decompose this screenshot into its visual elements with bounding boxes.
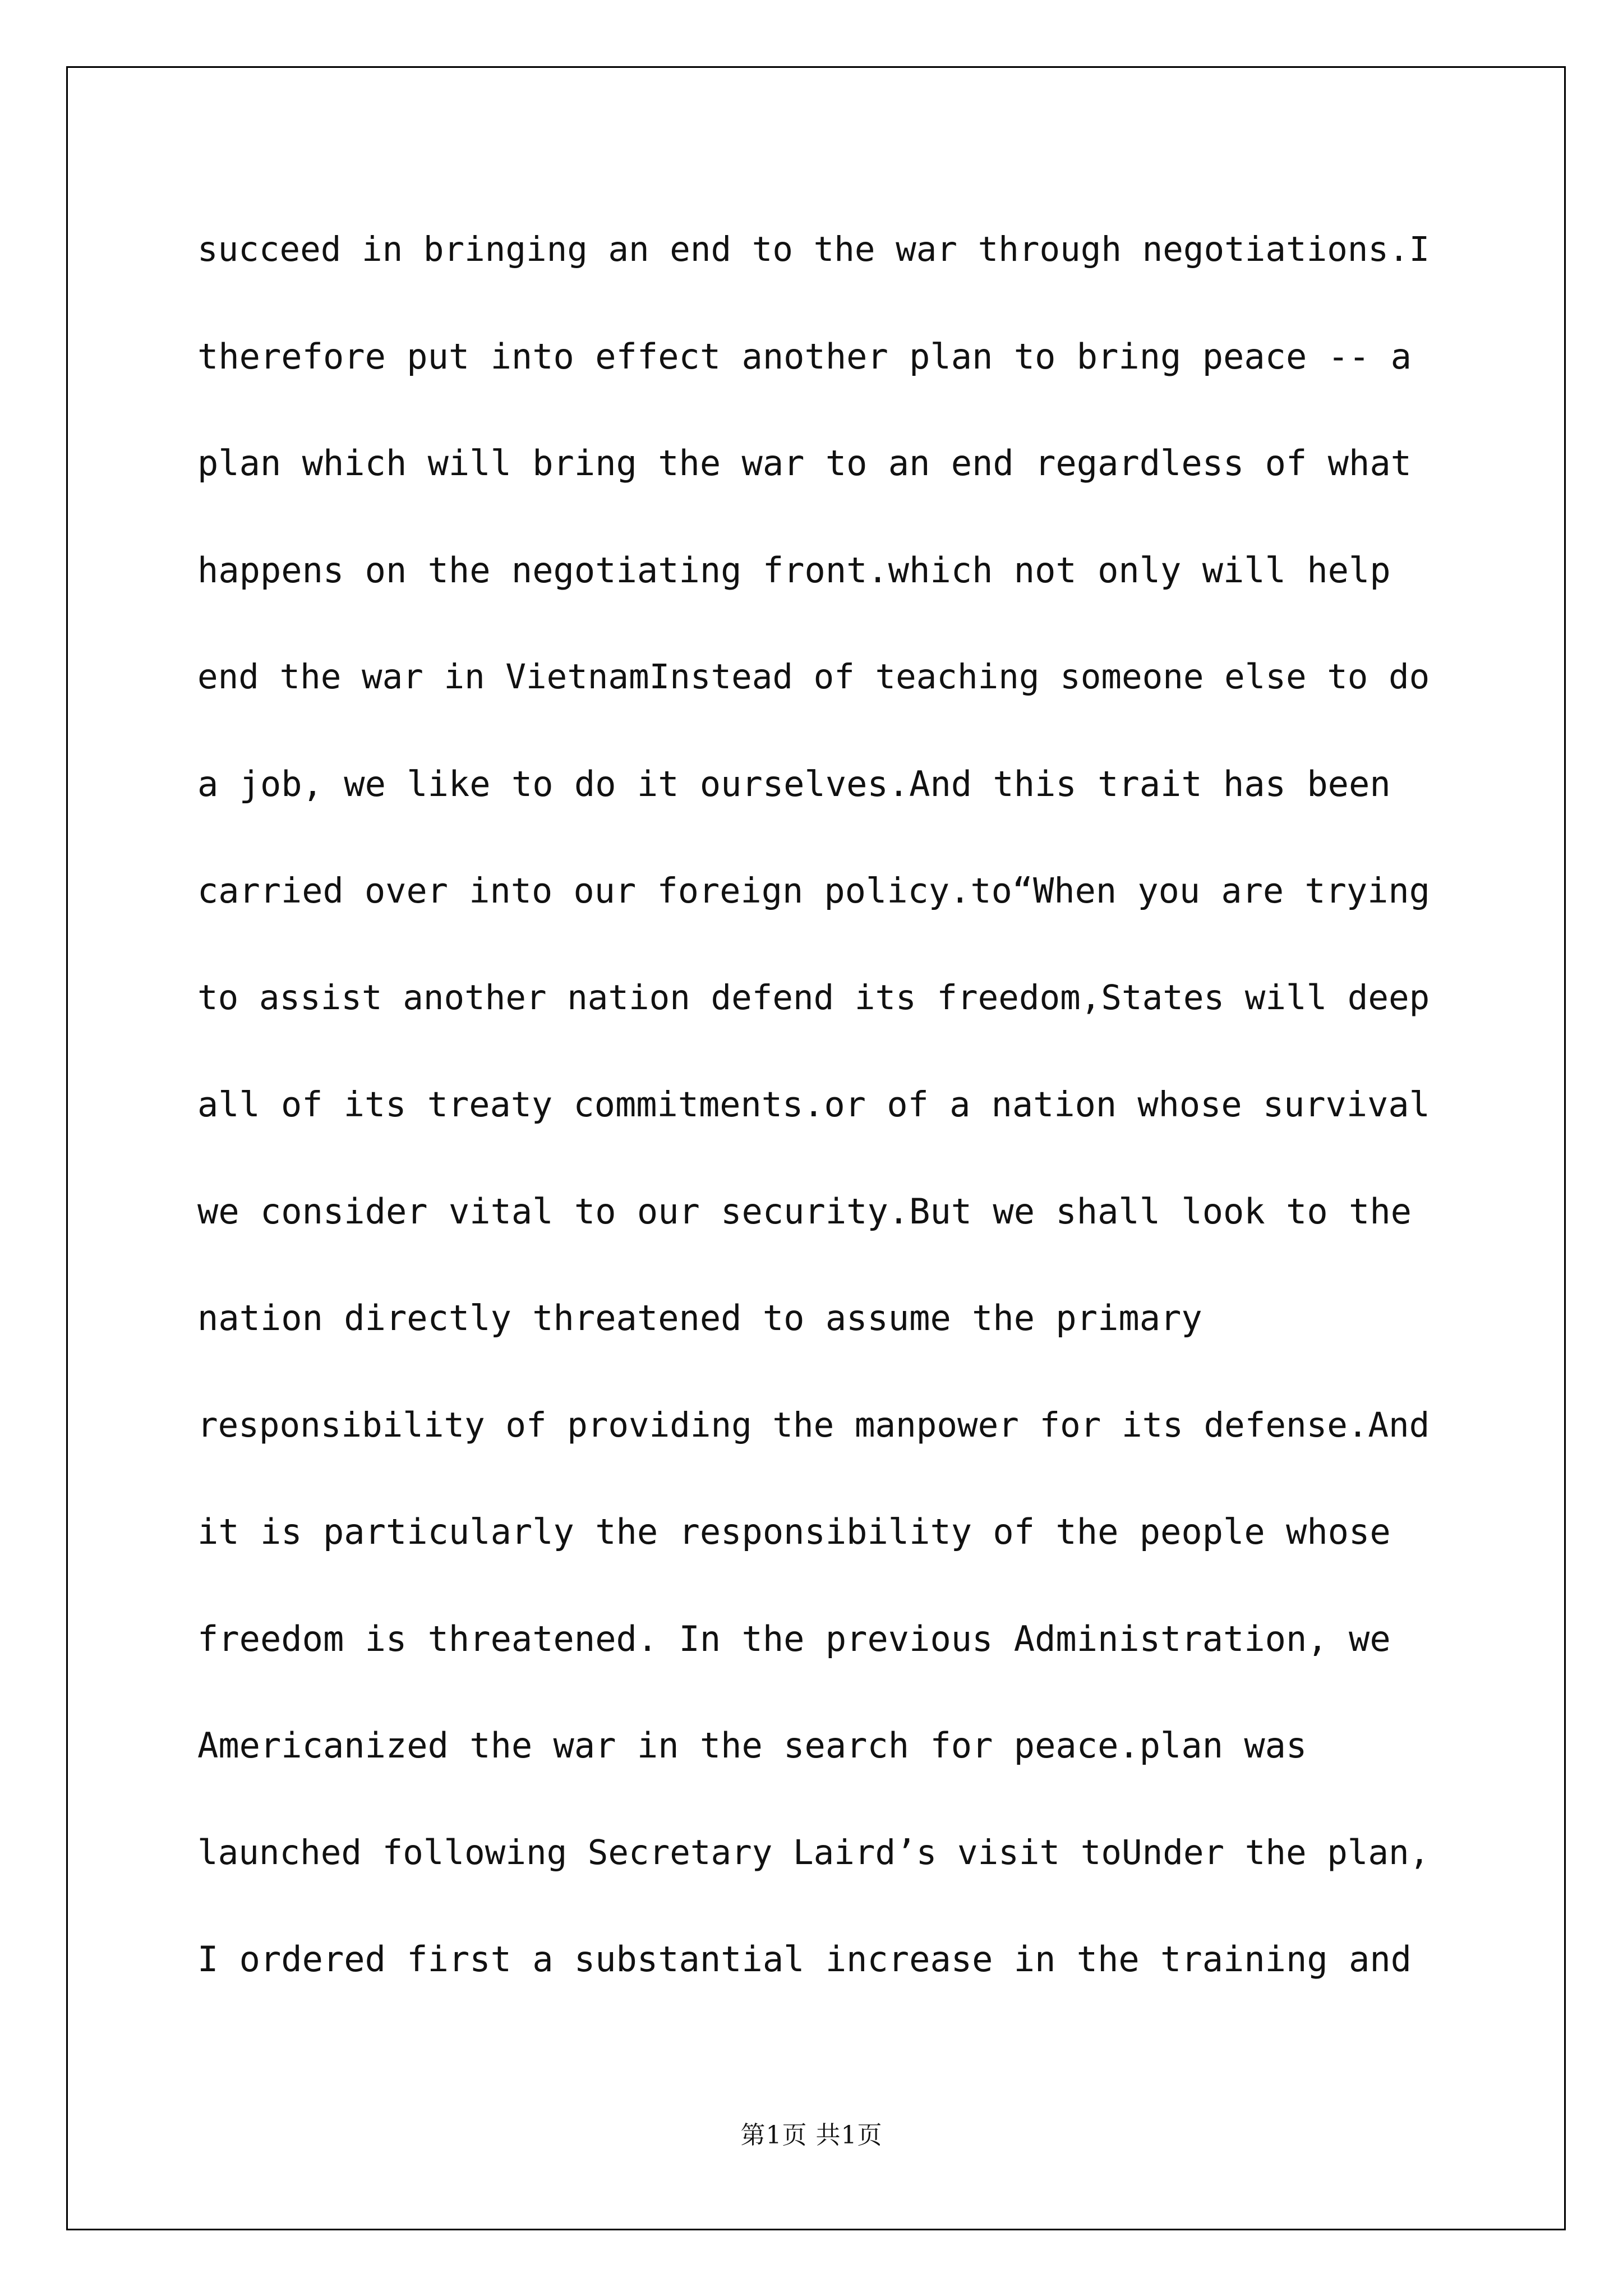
text-line: we consider vital to our security.But we shall look to the xyxy=(197,1190,1412,1232)
text-line: Americanized the war in the search for peace.plan was xyxy=(197,1725,1307,1766)
text-line: all of its treaty commitments.or of a nation whose survival xyxy=(197,1084,1430,1125)
text-line: carried over into our foreign policy.to“When you are trying xyxy=(197,871,1430,911)
text-line: a job, we like to do it ourselves.And this trait has been xyxy=(197,763,1391,804)
text-line: happens on the negotiating front.which not only will help xyxy=(197,549,1391,591)
body-text xyxy=(197,216,1430,2033)
text-line: to assist another nation defend its freedom,States will deep xyxy=(197,978,1430,1018)
text-line: responsibility of providing the manpower for its defense.And xyxy=(197,1405,1430,1445)
text-line: end the war in VietnamInstead of teaching someone else to do xyxy=(197,657,1430,697)
text-line: nation directly threatened to assume the primary xyxy=(197,1297,1202,1338)
text-line: freedom is threatened. In the previous Administration, we xyxy=(197,1618,1391,1659)
text-line: therefore put into effect another plan to bring peace -- a xyxy=(197,335,1412,377)
text-line: it is particularly the responsibility of the people whose xyxy=(197,1511,1391,1552)
text-line: I ordered first a substantial increase in the training and xyxy=(197,1939,1412,1980)
text-line: launched following Secretary Laird’s visit toUnder the plan, xyxy=(197,1833,1430,1872)
page-number-footer: 第1页 共1页 xyxy=(740,2121,883,2150)
text-line: succeed in bringing an end to the war through negotiations.I xyxy=(197,230,1430,269)
text-line: plan which will bring the war to an end regardless of what xyxy=(197,443,1412,484)
